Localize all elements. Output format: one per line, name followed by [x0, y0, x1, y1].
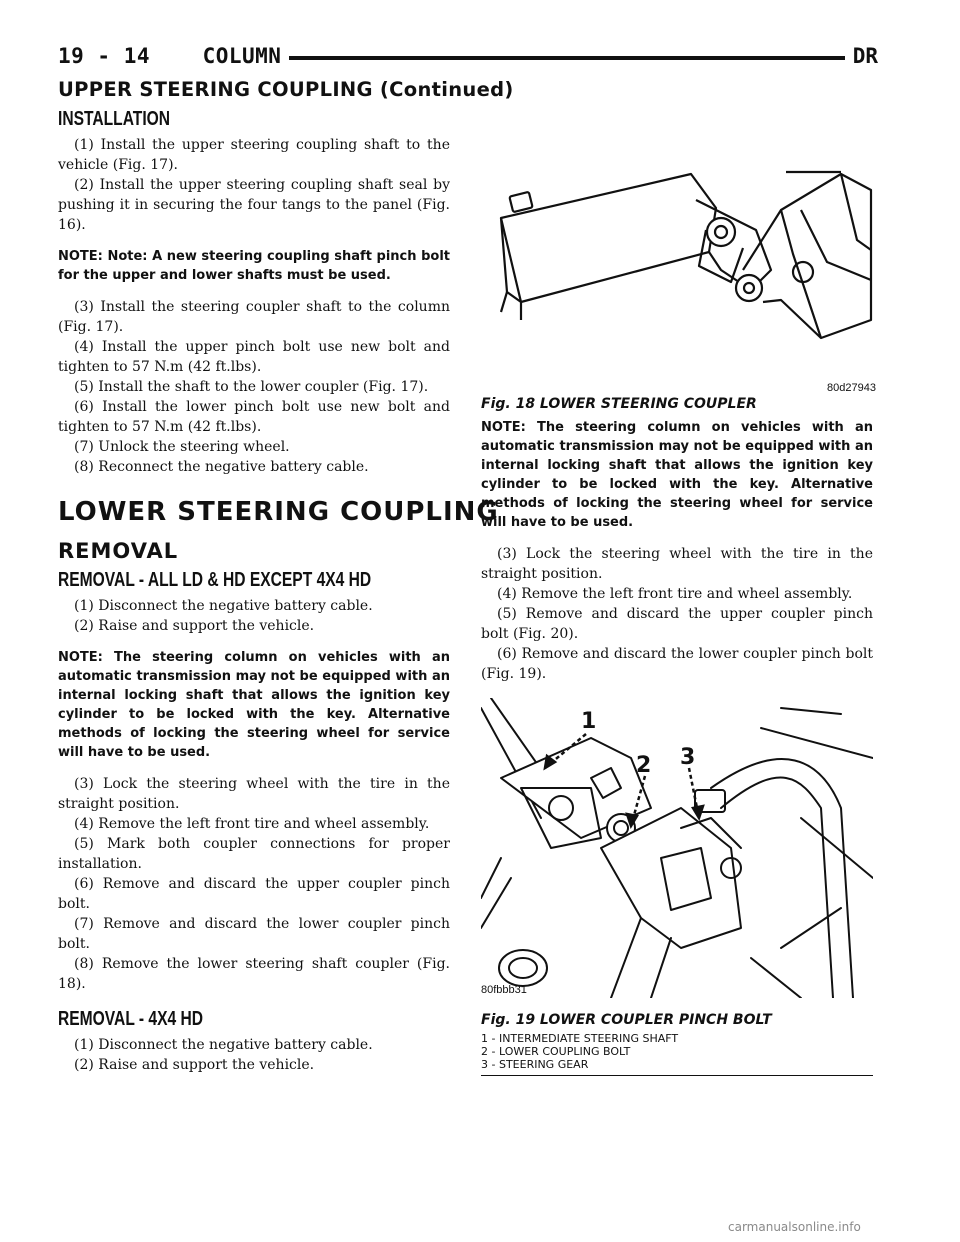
right-step-4: (4) Remove the left front tire and wheel assembly. [497, 586, 853, 602]
install-step-4: (4) Install the upper pinch bolt use new bolt and tighten to 57 N.m (42 ft.lbs). [58, 339, 450, 375]
figure-rule [481, 1075, 873, 1076]
figure-18 [481, 170, 876, 412]
removal-step-1: (1) Disconnect the negative battery cable. [74, 598, 373, 614]
install-step-2: (2) Install the upper steering coupling shaft seal by pushing it in securing the four tangs to the panel (Fig. 16). [58, 177, 450, 233]
removal-step-4: (4) Remove the left front tire and wheel assembly. [74, 816, 430, 832]
install-step-5: (5) Install the shaft to the lower coupler (Fig. 17). [74, 379, 429, 395]
removal-sub2-heading: REMOVAL - 4X4 HD [58, 1008, 204, 1030]
removal-note: NOTE: The steering column on vehicles with an automatic transmission may not be equipped with an internal locking shaft that allows the ignition key cylinder to be locked with the key. Alternative methods of locking the steering wheel for service will have to be used. [58, 650, 450, 760]
legend-item: 2 - LOWER COUPLING BOLT [481, 1045, 631, 1058]
fig19-caption: Fig. 19 LOWER COUPLER PINCH BOLT [481, 1012, 772, 1028]
fig19-legend [481, 1032, 873, 1071]
removal-step-3: (3) Lock the steering wheel with the tire in the straight position. [58, 776, 450, 812]
right-column [481, 170, 876, 1076]
pinch-bolt-illustration [481, 698, 873, 998]
right-step-6: (6) Remove and discard the lower coupler pinch bolt (Fig. 19). [481, 646, 873, 682]
callout-3: 3 [680, 745, 696, 770]
fig19-code: 80fbbb31 [481, 984, 527, 996]
page-header [58, 40, 878, 76]
steering-coupler-illustration [481, 170, 873, 380]
fig18-caption: Fig. 18 LOWER STEERING COUPLER [481, 396, 757, 412]
install-step-6: (6) Install the lower pinch bolt use new bolt and tighten to 57 N.m (42 ft.lbs). [58, 399, 450, 435]
removal-step-2: (2) Raise and support the vehicle. [74, 618, 315, 634]
install-step-8: (8) Reconnect the negative battery cable. [74, 459, 369, 475]
removal-sub1-heading: REMOVAL - ALL LD & HD EXCEPT 4X4 HD [58, 569, 372, 591]
removal-step-7: (7) Remove and discard the lower coupler pinch bolt. [58, 916, 450, 952]
continued-title: UPPER STEERING COUPLING (Continued) [58, 78, 514, 101]
right-note: NOTE: The steering column on vehicles with an automatic transmission may not be equipped with an internal locking shaft that allows the ignition key cylinder to be locked with the key. Alternative methods of locking the steering wheel for service will have to be used. [481, 420, 873, 530]
header-code: DR [845, 44, 878, 68]
removal-step-6: (6) Remove and discard the upper coupler pinch bolt. [58, 876, 450, 912]
install-step-7: (7) Unlock the steering wheel. [74, 439, 290, 455]
removal-4x4-step-1: (1) Disconnect the negative battery cable. [74, 1037, 373, 1053]
removal-heading: REMOVAL [58, 539, 179, 563]
removal-4x4-step-2: (2) Raise and support the vehicle. [74, 1057, 315, 1073]
header-section: 19 - 14 COLUMN [58, 44, 289, 68]
fig18-code: 80d27943 [827, 382, 876, 394]
install-note: NOTE: Note: A new steering coupling shaft pinch bolt for the upper and lower shafts must be used. [58, 249, 450, 283]
callout-2: 2 [636, 753, 652, 778]
removal-step-5: (5) Mark both coupler connections for proper installation. [58, 836, 450, 872]
figure-19 [481, 698, 873, 1076]
legend-item: 3 - STEERING GEAR [481, 1058, 589, 1071]
callout-1: 1 [581, 709, 597, 734]
right-step-5: (5) Remove and discard the upper coupler pinch bolt (Fig. 20). [481, 606, 873, 642]
install-step-1: (1) Install the upper steering coupling shaft to the vehicle (Fig. 17). [58, 137, 450, 173]
right-step-3: (3) Lock the steering wheel with the tire in the straight position. [481, 546, 873, 582]
left-column [58, 108, 499, 1075]
lower-coupling-heading: LOWER STEERING COUPLING [58, 497, 499, 527]
watermark: carmanualsonline.info [728, 1220, 861, 1234]
installation-heading: INSTALLATION [58, 108, 171, 130]
removal-step-8: (8) Remove the lower steering shaft coupler (Fig. 18). [58, 956, 450, 992]
legend-item: 1 - INTERMEDIATE STEERING SHAFT [481, 1032, 679, 1045]
install-step-3: (3) Install the steering coupler shaft to the column (Fig. 17). [58, 299, 450, 335]
